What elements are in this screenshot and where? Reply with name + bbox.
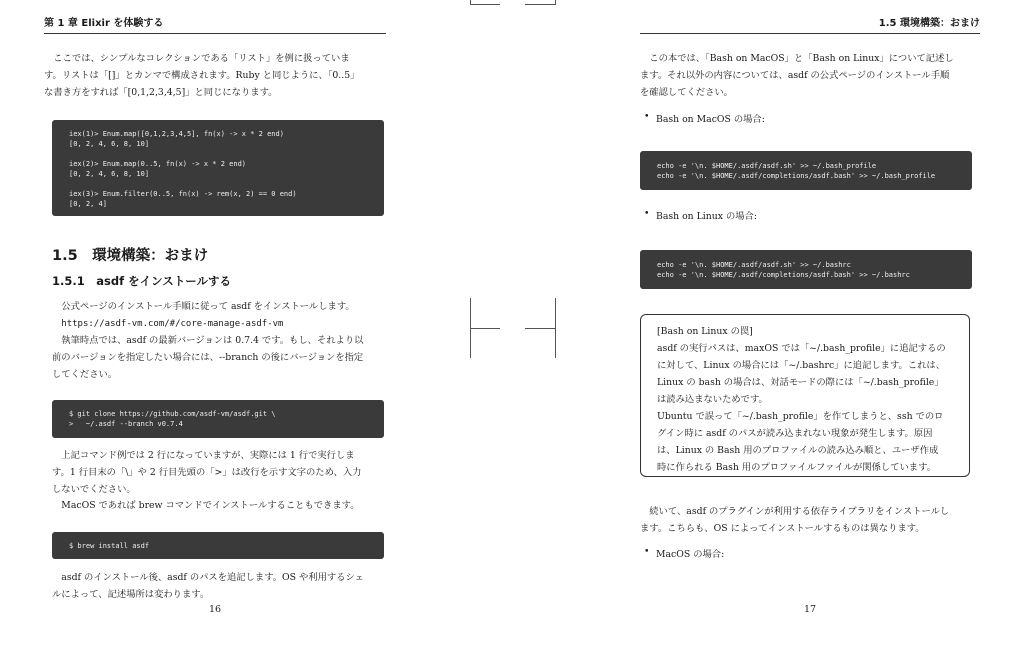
crop-mark — [525, 328, 556, 329]
body-paragraph: ます。こちらも、OS によってインストールするものは異なります。 — [640, 523, 925, 534]
subsection-heading: 1.5.1 asdf をインストールする — [52, 274, 232, 288]
note-line: 時に作られる Bash 用のプロファイルファイルが関係しています。 — [657, 462, 936, 473]
note-line: に対して、Linux の場合には「~/.bashrc」に追記します。これは、 — [657, 360, 945, 371]
body-paragraph: ルによって、記述場所は変わります。 — [52, 589, 210, 600]
body-paragraph: を確認してください。 — [640, 87, 733, 98]
body-paragraph: す。リストは「[]」とカンマで構成されます。Ruby と同じように、「0..5」 — [44, 70, 360, 81]
body-paragraph: してください。 — [52, 369, 118, 380]
url-text: https://asdf-vm.com/#/core-manage-asdf-vm — [61, 319, 284, 329]
bullet-item: • Bash on MacOS の場合: — [656, 111, 765, 125]
code-block: $ brew install asdf — [52, 532, 384, 559]
bullet-item: • Bash on Linux の場合: — [656, 208, 757, 222]
note-line: Linux の bash の場合は、対話モードの際には「~/.bash_profile」 — [657, 377, 944, 388]
code-block: iex(1)> Enum.map([0,1,2,3,4,5], fn(x) -> x * 2 end) [0, 2, 4, 6, 8, 10] iex(2)> Enum.map(0..5, fn(x) -> x * 2 end) [0, 2, 4, 6, 8, 10] iex(3)> Enum.filter(0..5, fn(x) -> rem(x, 2) == 0 end) [0, 2, 4] — [52, 120, 384, 216]
body-paragraph: 前のバージョンを指定したい場合には、--branch の後にバージョンを指定 — [52, 352, 364, 363]
right-page — [640, 0, 980, 649]
note-line: Ubuntu で誤って「~/.bash_profile」を作てしまうと、ssh でのロ — [657, 411, 944, 422]
body-paragraph: MacOS であれば brew コマンドでインストールすることもできます。 — [61, 500, 360, 511]
left-page — [44, 0, 386, 649]
code-block: $ git clone https://github.com/asdf-vm/asdf.git \ > ~/.asdf --branch v0.7.4 — [52, 400, 384, 438]
code-block: echo -e '\n. $HOME/.asdf/asdf.sh' >> ~/.bash_profile echo -e '\n. $HOME/.asdf/completions/asdf.bash' >> ~/.bash_profile — [640, 151, 972, 190]
body-paragraph: ます。それ以外の内容については、asdf の公式ページのインストール手順 — [640, 70, 950, 81]
body-paragraph: 続いて、asdf のプラグインが利用する依存ライブラリをインストールし — [649, 506, 950, 517]
body-paragraph: ここでは、シンプルなコレクションである「リスト」を例に扱っていま — [53, 53, 350, 64]
body-paragraph: asdf のインストール後、asdf のパスを追記します。OS や利用するシェ — [61, 572, 364, 583]
note-box — [640, 314, 970, 477]
running-head: 1.5 環境構築：おまけ — [640, 14, 980, 34]
section-heading: 1.5 環境構築：おまけ — [52, 248, 209, 264]
note-line: グイン時に asdf のパスが読み込まれない現象が発生します。原因 — [657, 428, 933, 439]
body-paragraph: この本では、「Bash on MacOS」と「Bash on Linux」について記述し — [649, 53, 954, 64]
note-line: は読み込まないためです。 — [657, 394, 768, 405]
page-number: 17 — [804, 604, 817, 615]
body-paragraph: 上記コマンド例では 2 行になっていますが、実際には 1 行で実行しま — [61, 450, 355, 461]
body-paragraph: 執筆時点では、asdf の最新バージョンは 0.7.4 です。もし、それより以 — [61, 335, 364, 346]
crop-mark — [470, 328, 500, 329]
body-paragraph: す。1 行目末の「\」や 2 行目先頭の「>」は改行を示す文字のため、入力 — [52, 467, 362, 478]
note-line: asdf の実行パスは、maxOS では「~/.bash_profile」に追記するの — [657, 343, 946, 354]
page-number: 16 — [209, 604, 222, 615]
bullet-item: • MacOS の場合: — [656, 546, 724, 560]
crop-mark — [470, 4, 500, 5]
body-paragraph: 公式ページのインストール手順に従って asdf をインストールします。 — [61, 301, 355, 312]
code-block: echo -e '\n. $HOME/.asdf/asdf.sh' >> ~/.bashrc echo -e '\n. $HOME/.asdf/completions/asdf.bash' >> ~/.bashrc — [640, 250, 972, 289]
body-paragraph: しないでください。 — [52, 484, 136, 495]
running-head: 第 1 章 Elixir を体験する — [44, 14, 386, 34]
body-paragraph: な書き方をすれば「[0,1,2,3,4,5]」と同じになります。 — [44, 87, 278, 98]
note-line: は、Linux の Bash 用のプロファイルの読み込み順と、ユーザ作成 — [657, 445, 939, 456]
note-title: [Bash on Linux の罠] — [657, 326, 753, 337]
crop-mark — [525, 4, 556, 5]
